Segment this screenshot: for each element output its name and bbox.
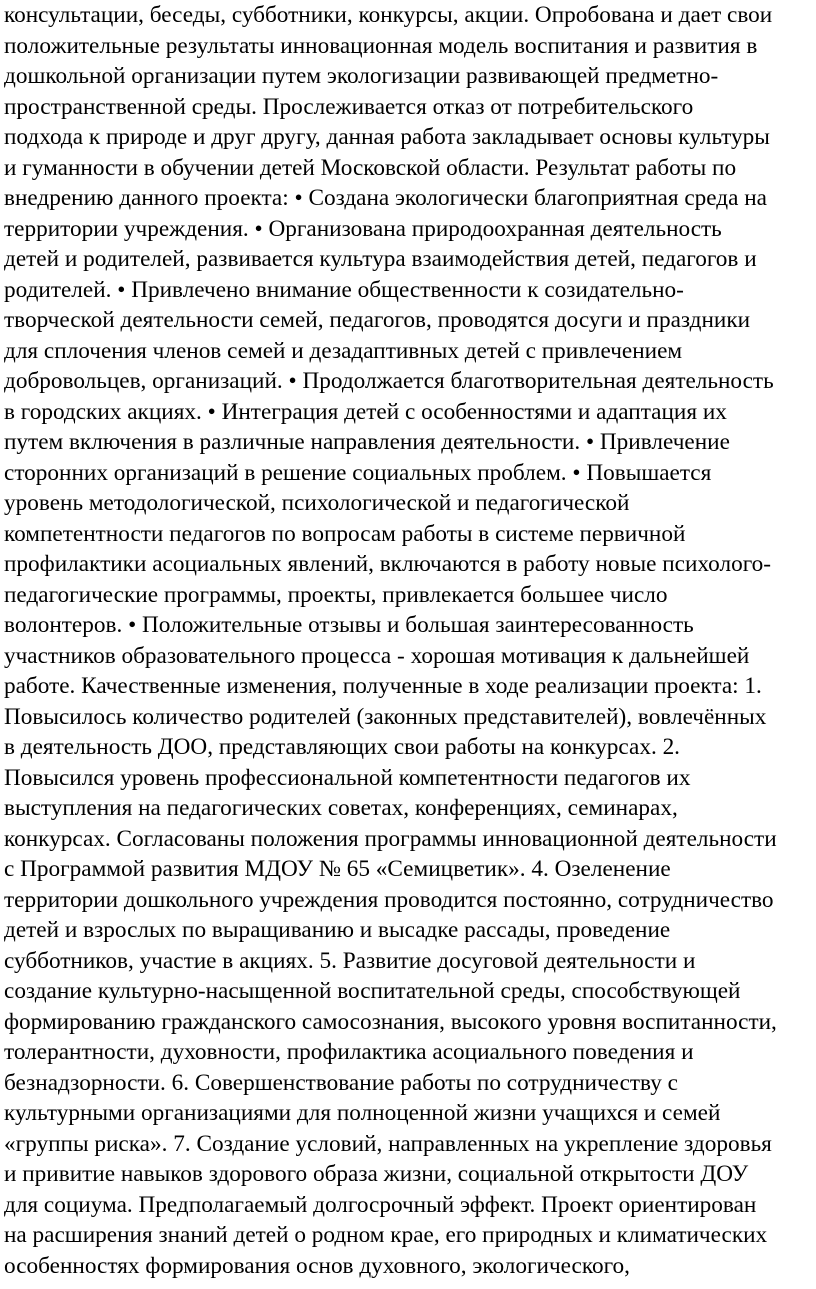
text-line: и привитие навыков здорового образа жизни, социальной открытости ДОУ [4,1161,749,1187]
text-line: профилактики асоциальных явлений, включаются в работу новые психолого- [4,551,771,577]
text-line: в городских акциях. • Интеграция детей с особенностями и адаптация их [4,398,727,425]
text-line: детей и родителей, развивается культура взаимодействия детей, педагогов и [4,246,757,272]
text-line: пространственной среды. Прослеживается отказ от потребительского [4,93,694,120]
document-body-text [4,0,816,1281]
text-line: уровень методологической, психологической и педагогической [4,490,630,516]
text-line: особенностях формирования основ духовного, экологического, [4,1252,630,1279]
text-line: создание культурно-насыщенной воспитательной среды, способствующей [4,978,741,1004]
text-line: компетентности педагогов по вопросам работы в системе первичной [4,520,686,547]
text-line: с Программой развития МДОУ № 65 «Семицветик». 4. Озеленение [4,856,671,882]
text-line: дошкольной организации путем экологизации развивающей предметно- [4,63,719,89]
text-line: добровольцев, организаций. • Продолжается благотворительная деятельность [4,368,774,394]
text-line: субботников, участие в акциях. 5. Развитие досуговой деятельности и [4,947,696,974]
text-line: безнадзорности. 6. Совершенствование работы по сотрудничеству с [4,1069,678,1096]
text-line: волонтеров. • Положительные отзывы и большая заинтересованность [4,612,694,638]
text-line: и гуманности в обучении детей Московской области. Результат работы по [4,154,737,181]
text-line: толерантности, духовности, профилактика асоциального поведения и [4,1039,694,1065]
text-line: Повысилось количество родителей (законных представителей), вовлечённых [4,703,767,730]
text-line: «группы риска». 7. Создание условий, направленных на укрепление здоровья [4,1130,772,1157]
text-line: участников образовательного процесса - хорошая мотивация к дальнейшей [4,642,750,669]
text-line: на расширения знаний детей о родном крае, его природных и климатических [4,1222,768,1248]
text-line: Повысился уровень профессиональной компетентности педагогов их [4,764,691,791]
text-line: для сплочения членов семей и дезадаптивных детей с привлечением [4,337,683,364]
text-line: внедрению данного проекта: • Создана экологически благоприятная среда на [4,185,767,211]
text-line: положительные результаты инновационная модель воспитания и развития в [4,32,758,59]
text-line: выступления на педагогических советах, конференциях, семинарах, [4,795,678,821]
text-line: детей и взрослых по выращиванию и высадке рассады, проведение [4,917,671,943]
text-line: консультации, беседы, субботники, конкурсы, акции. Опробована и дает свои [4,2,773,28]
text-line: творческой деятельности семей, педагогов, проводятся досуги и праздники [4,307,751,333]
text-line: в деятельность ДОО, представляющих свои работы на конкурсах. 2. [4,734,681,760]
text-line: работе. Качественные изменения, полученные в ходе реализации проекта: 1. [4,673,762,699]
text-line: для социума. Предполагаемый долгосрочный эффект. Проект ориентирован [4,1191,757,1218]
text-line: территории дошкольного учреждения проводится постоянно, сотрудничество [4,886,774,913]
text-line: формированию гражданского самосознания, высокого уровня воспитанности, [4,1008,777,1035]
text-line: путем включения в различные направления деятельности. • Привлечение [4,429,730,455]
text-line: родителей. • Привлечено внимание общественности к созидательно- [4,276,684,303]
text-line: культурными организациями для полноценной жизни учащихся и семей [4,1100,721,1126]
text-line: территории учреждения. • Организована природоохранная деятельность [4,215,722,242]
text-line: сторонних организаций в решение социальных проблем. • Повышается [4,459,712,486]
text-line: подхода к природе и друг другу, данная работа закладывает основы культуры [4,124,770,150]
text-line: конкурсах. Согласованы положения программы инновационной деятельности [4,825,777,852]
text-line: педагогические программы, проекты, привлекается большее число [4,581,668,608]
